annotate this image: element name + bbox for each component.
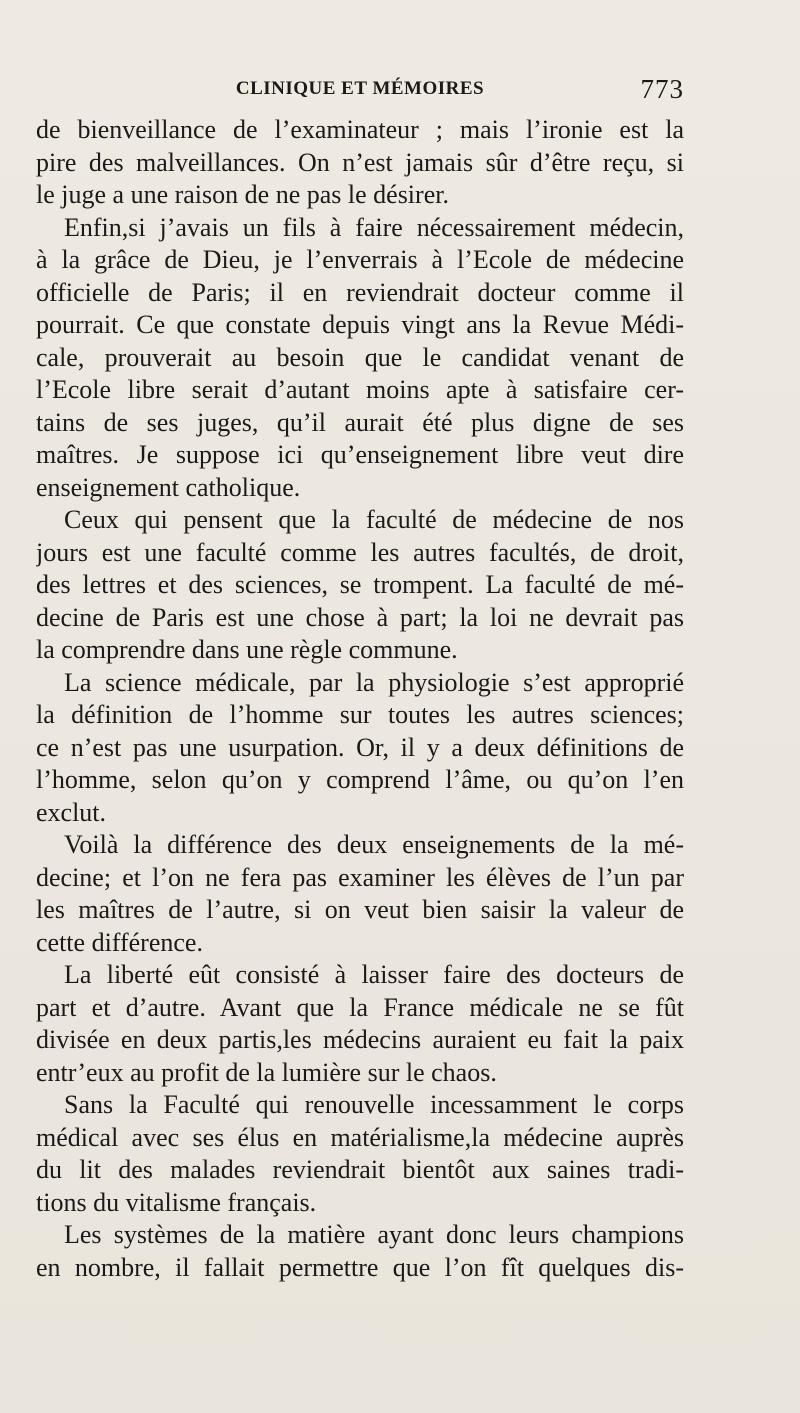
text-line: l’Ecole libre serait d’autant moins apte à satisfaire cer- bbox=[36, 375, 684, 404]
running-title: CLINIQUE ET MÉMOIRES bbox=[235, 78, 485, 99]
text-line: Enfin,si j’avais un fils à faire nécessairement médecin, bbox=[64, 212, 684, 242]
text-line: le juge a une raison de ne pas le désirer. bbox=[36, 180, 449, 209]
text-line: maîtres. Je suppose ici qu’enseignement libre veut dire bbox=[36, 440, 684, 469]
text-line: exclut. bbox=[36, 797, 107, 827]
text-line: tions du vitalisme français. bbox=[36, 1187, 317, 1217]
text-line: Les systèmes de la matière ayant donc leurs champions bbox=[64, 1220, 684, 1249]
running-head bbox=[36, 74, 684, 108]
text-line: la comprendre dans une règle commune. bbox=[36, 635, 458, 664]
text-line: Sans la Faculté qui renouvelle incessamment le corps bbox=[64, 1090, 684, 1119]
text-line: decine; et l’on ne fera pas examiner les élèves de l’un par bbox=[36, 862, 684, 892]
text-line: du lit des malades reviendrait bientôt aux saines tradi- bbox=[36, 1155, 684, 1184]
text-line: l’homme, selon qu’on y comprend l’âme, ou qu’on l’en bbox=[36, 765, 684, 794]
text-line: pire des malveillances. On n’est jamais sûr d’être reçu, si bbox=[36, 147, 684, 177]
text-line: des lettres et des sciences, se trompent. La faculté de mé- bbox=[36, 570, 684, 599]
text-line: médical avec ses élus en matérialisme,la médecine auprès bbox=[36, 1122, 684, 1152]
text-line: La science médicale, par la physiologie s’est approprié bbox=[64, 667, 684, 697]
text-line: entr’eux au profit de la lumière sur le chaos. bbox=[36, 1057, 497, 1087]
text-line: decine de Paris est une chose à part; la loi ne devrait pas bbox=[36, 602, 684, 632]
text-line: officielle de Paris; il en reviendrait docteur comme il bbox=[36, 277, 684, 307]
text-line: les maîtres de l’autre, si on veut bien saisir la valeur de bbox=[36, 895, 684, 924]
body-text bbox=[36, 114, 684, 1284]
text-line: jours est une faculté comme les autres facultés, de droit, bbox=[36, 537, 684, 567]
text-line: divisée en deux partis,les médecins auraient eu fait la paix bbox=[36, 1025, 684, 1054]
text-line: la définition de l’homme sur toutes les autres sciences; bbox=[36, 700, 684, 729]
text-line: de bienveillance de l’examinateur ; mais l’ironie est la bbox=[36, 115, 684, 144]
text-line: à la grâce de Dieu, je l’enverrais à l’Ecole de médecine bbox=[36, 245, 684, 274]
page-number: 773 bbox=[640, 74, 684, 104]
text-line: enseignement catholique. bbox=[36, 472, 301, 502]
text-line: Voilà la différence des deux enseignements de la mé- bbox=[64, 830, 684, 859]
text-line: cale, prouverait au besoin que le candidat venant de bbox=[36, 342, 684, 372]
text-line: Ceux qui pensent que la faculté de médecine de nos bbox=[64, 505, 684, 534]
text-line: tains de ses juges, qu’il aurait été plus digne de ses bbox=[36, 407, 684, 437]
text-line: La liberté eût consisté à laisser faire des docteurs de bbox=[64, 960, 684, 989]
text-line: ce n’est pas une usurpation. Or, il y a deux définitions de bbox=[36, 732, 684, 762]
text-line: cette différence. bbox=[36, 927, 203, 957]
text-line: en nombre, il fallait permettre que l’on fît quelques dis- bbox=[36, 1252, 684, 1282]
text-line: part et d’autre. Avant que la France médicale ne se fût bbox=[36, 992, 684, 1022]
text-line: pourrait. Ce que constate depuis vingt ans la Revue Médi- bbox=[36, 310, 684, 339]
